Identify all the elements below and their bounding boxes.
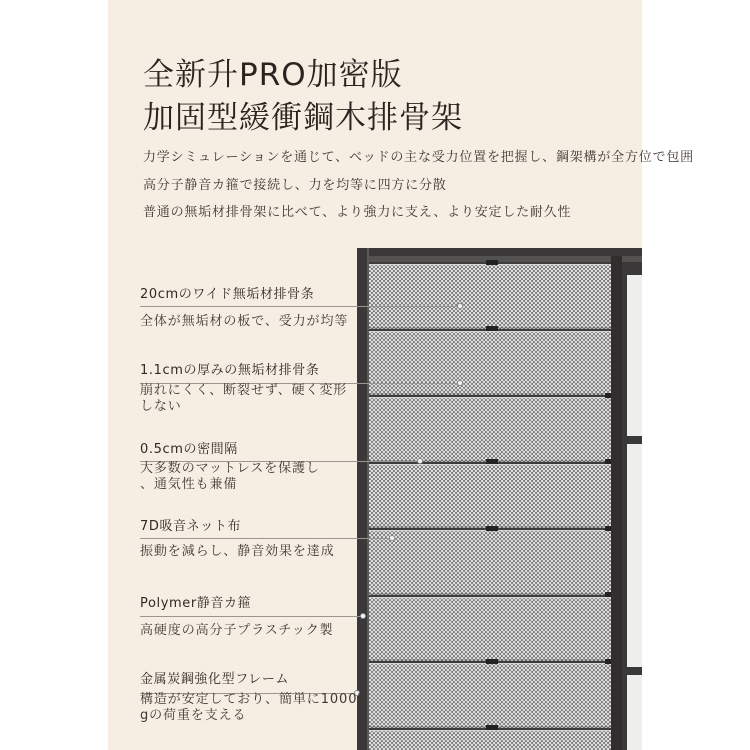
- intro-line: 力学シミュレーションを通じて、ベッドの主な受力位置を把握し、鋼架構が全方位で包囲: [143, 150, 694, 165]
- annotation-label: 7D吸音ネット布: [140, 519, 242, 534]
- frame-crossbar: [622, 436, 642, 444]
- headline-line-2: 加固型緩衝鋼木排骨架: [143, 100, 463, 136]
- annotation-description: しない: [140, 399, 182, 414]
- slat-clip: [605, 526, 611, 531]
- annotation-label: 20cmのワイド無垢材排骨条: [140, 287, 315, 302]
- slat-clip: [605, 592, 611, 597]
- annotation-description: 、通気性も兼備: [140, 477, 238, 492]
- frame-side-beam: [622, 262, 642, 750]
- intro-line: 普通の無垢材排骨架に比べて、より強力に支え、より安定した耐久性: [143, 205, 572, 220]
- slat: [369, 661, 611, 728]
- annotation-label: 0.5cmの密間隔: [140, 442, 238, 457]
- slat: [369, 462, 611, 529]
- slat: [369, 595, 611, 662]
- annotation-label: 1.1cmの厚みの無垢材排骨条: [140, 363, 320, 378]
- annotation-label: Polymer静音カ箍: [140, 596, 252, 611]
- annotation-description: 振動を減らし、静音効果を達成: [140, 544, 335, 559]
- slat-clip: [486, 260, 498, 265]
- slat-clip: [605, 393, 611, 398]
- intro-line: 高分子静音カ箍で接続し、力を均等に四方に分散: [143, 178, 447, 193]
- slat: [369, 528, 611, 595]
- slat: [369, 395, 611, 462]
- annotation-description: gの荷重を支える: [140, 708, 247, 723]
- annotation-dot: [360, 613, 366, 619]
- annotation-description: 大多数のマットレスを保護し: [140, 461, 320, 476]
- slat-clip: [605, 459, 611, 464]
- annotation-description: 崩れにくく、断裂せず、硬く変形: [140, 383, 348, 398]
- slat-clip: [486, 659, 498, 664]
- annotation-dot: [457, 303, 463, 309]
- slat-clip: [486, 326, 498, 331]
- annotation-label: 金属炭鋼強化型フレーム: [140, 672, 290, 687]
- annotation-description: 全体が無垢材の板で、受力が均等: [140, 314, 349, 329]
- annotation-description: 高硬度の高分子プラスチック製: [140, 623, 334, 638]
- slat-clip: [486, 725, 498, 730]
- annotation-leader-line: [140, 538, 392, 539]
- slat: [369, 262, 611, 329]
- slat-clip: [486, 459, 498, 464]
- frame-left-rail: [357, 248, 369, 750]
- slat: [369, 728, 611, 750]
- annotation-leader-line: [140, 616, 363, 617]
- annotation-dot: [417, 458, 423, 464]
- annotation-description: 構造が安定しており、簡単に1000k: [140, 692, 366, 707]
- slat-clip: [486, 526, 498, 531]
- annotation-dot: [457, 380, 463, 386]
- frame-crossbar: [622, 667, 642, 675]
- annotation-dot: [389, 535, 395, 541]
- slat-clip: [605, 659, 611, 664]
- slat-mesh-area: [369, 262, 611, 750]
- slat: [369, 329, 611, 396]
- annotation-leader-line: [140, 306, 460, 307]
- headline-line-1: 全新升PRO加密版: [143, 57, 403, 93]
- frame-top-rail: [357, 248, 642, 256]
- frame-right-rail: [611, 256, 622, 750]
